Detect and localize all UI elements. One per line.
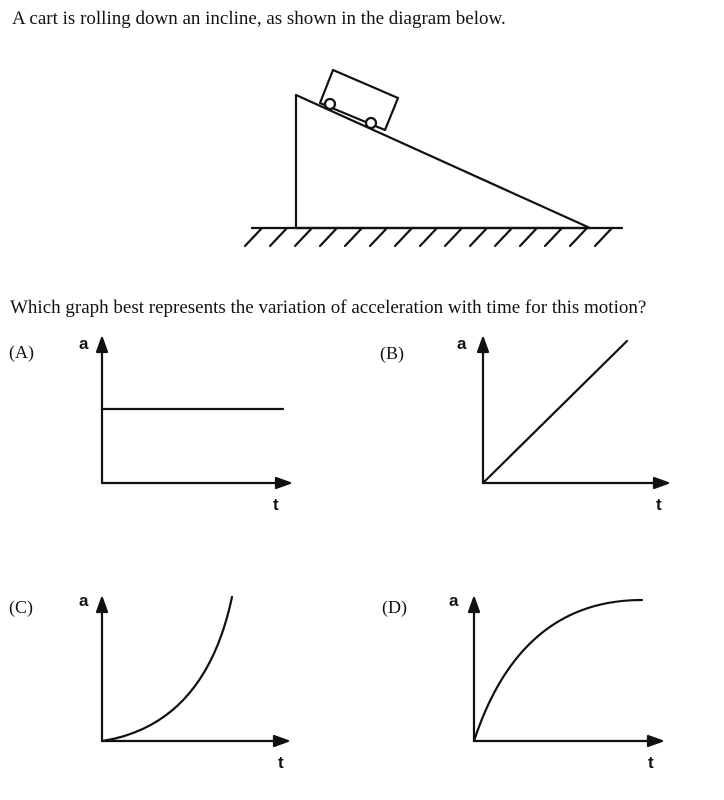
graph-c-x-label: t (278, 753, 284, 772)
cart-wheel-rear (366, 118, 376, 128)
graph-a-x-label: t (273, 495, 279, 514)
ground-hatch-mark (470, 228, 487, 246)
graph-c-curve (102, 597, 232, 741)
graph-a-y-arrow (97, 338, 107, 352)
graph-a-x-arrow (276, 478, 290, 488)
graph-c-y-label: a (79, 591, 89, 610)
graph-d-x-arrow (648, 736, 662, 746)
option-b-label: (B) (380, 343, 404, 363)
ground-hatch-mark (495, 228, 512, 246)
ground-hatch-mark (345, 228, 362, 246)
cart-wheel-front (325, 99, 335, 109)
ground-hatch-mark (270, 228, 287, 246)
graph-b-x-label: t (656, 495, 662, 514)
ground-hatch-mark (295, 228, 312, 246)
option-a-label: (A) (9, 342, 34, 362)
ground-hatch-mark (545, 228, 562, 246)
question-intro: A cart is rolling down an incline, as shown in the diagram below. (12, 8, 506, 29)
graph-d-x-label: t (648, 753, 654, 772)
graph-a-y-label: a (79, 334, 89, 353)
ground-hatch-mark (420, 228, 437, 246)
graph-b-y-arrow (478, 338, 488, 352)
ground-hatch-mark (445, 228, 462, 246)
graph-d-y-label: a (449, 591, 459, 610)
ground-hatch-mark (395, 228, 412, 246)
ground-hatch-mark (595, 228, 612, 246)
graph-c-x-arrow (274, 736, 288, 746)
graph-b-curve (483, 341, 627, 483)
graph-b-x-arrow (654, 478, 668, 488)
graph-d (469, 598, 662, 746)
option-d-label: (D) (382, 597, 407, 617)
graph-d-curve (474, 600, 642, 741)
ground-hatch-mark (570, 228, 587, 246)
ground-hatch-mark (245, 228, 262, 246)
incline-wedge (296, 95, 590, 228)
cart (320, 70, 398, 130)
question-prompt: Which graph best represents the variation of acceleration with time for this motion? (10, 297, 647, 318)
ground-hatch-mark (520, 228, 537, 246)
graph-a (97, 338, 290, 488)
option-c-label: (C) (9, 597, 33, 617)
graph-c (97, 597, 288, 746)
graph-d-y-arrow (469, 598, 479, 612)
graph-b (478, 338, 668, 488)
graph-b-y-label: a (457, 334, 467, 353)
ground-hatch-mark (370, 228, 387, 246)
ground-hatching (245, 228, 612, 246)
incline-diagram (245, 70, 622, 246)
graph-c-y-arrow (97, 598, 107, 612)
ground-hatch-mark (320, 228, 337, 246)
